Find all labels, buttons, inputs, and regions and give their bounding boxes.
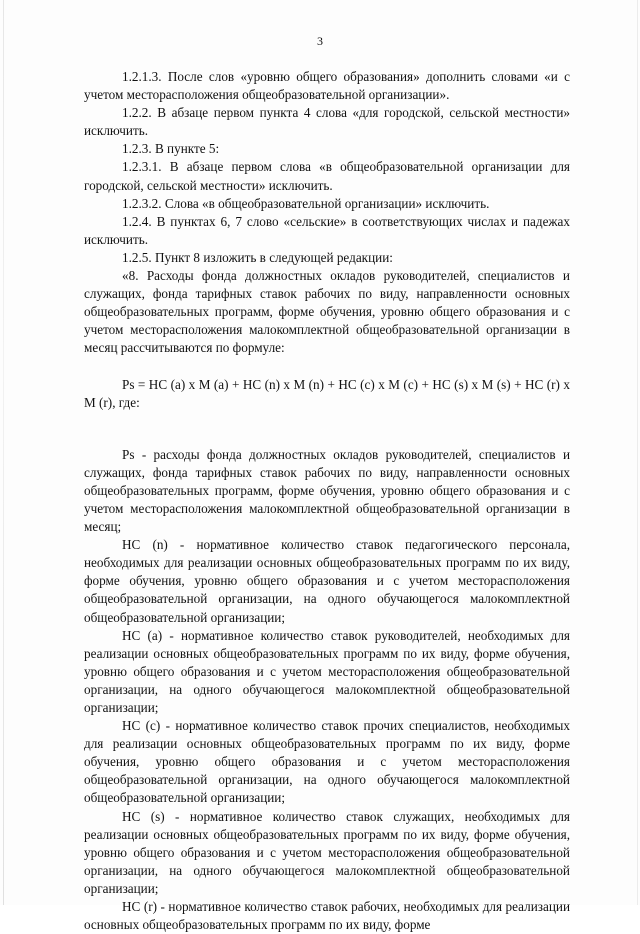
paragraph-1-2-3-1: 1.2.3.1. В абзаце первом слова «в общеобразовательной организации для городской, сельской местности» исключить. [84,159,570,193]
definition-nc-n: НС (n) - нормативное количество ставок педагогического персонала, необходимых для реализации основных общеобразовательных программ по их виду, форме обучения, уровню общего образования и с учетом месторасположения общеобразовательной организации, на одного обучающегося малокомплектной общеобразовательной организации; [84,537,570,625]
scan-edge-right [637,0,638,905]
paragraph-1-2-5: 1.2.5. Пункт 8 изложить в следующей редакции: [122,249,393,265]
paragraph-1-2-3-2: 1.2.3.2. Слова «в общеобразовательной организации» исключить. [122,195,490,211]
definition-nc-r: НС (r) - нормативное количество ставок рабочих, необходимых для реализации основных общеобразовательных программ по их виду, форме [84,899,570,933]
scan-edge-left [3,0,4,905]
definition-nc-s: НС (s) - нормативное количество ставок служащих, необходимых для реализации основных общеобразовательных программ по их виду, форме обучения, уровню общего образования и с учетом месторасположения общеобразовательной организации, на одного обучающегося малокомплектной общеобразовательной организации; [84,808,570,896]
paragraph-1-2-4: 1.2.4. В пунктах 6, 7 слово «сельские» в соответствующих числах и падежах исключить. [84,213,570,247]
definition-ps: Рs - расходы фонда должностных окладов руководителей, специалистов и служащих, фонда тарифных ставок рабочих по виду, направленности основных общеобразовательных программ, форме обучения, уровню общего образования и с учетом месторасположения малокомплектной общеобразовательной организации в месяц; [84,446,570,535]
document-body [84,68,570,934]
formula: Рs = НС (a) x М (a) + НС (n) x М (n) + НС (c) x М (c) + НС (s) x М (s) + НС (r) x М (r), где: [84,376,570,410]
paragraph-point-8: «8. Расходы фонда должностных окладов руководителей, специалистов и служащих, фонда тарифных ставок рабочих по виду, направленности основных общеобразовательных программ, форме обучения, уровню общего образования и с учетом месторасположения малокомплектной общеобразовательной организации в месяц рассчитываются по формуле: [84,268,570,356]
paragraph-1-2-3: 1.2.3. В пункте 5: [122,141,220,157]
paragraph-1-2-1-3: 1.2.1.3. После слов «уровню общего образования» дополнить словами «и с учетом месторасположения общеобразовательной организации». [84,69,570,103]
definition-nc-a: НС (a) - нормативное количество ставок руководителей, необходимых для реализации основных общеобразовательных программ по их виду, форме обучения, уровню общего образования и с учетом месторасположения общеобразовательной организации, на одного обучающегося малокомплектной общеобразовательной организации; [84,627,570,715]
definition-nc-c: НС (c) - нормативное количество ставок прочих специалистов, необходимых для реализации основных общеобразовательных программ по их виду, форме обучения, уровню общего образования и с учетом месторасположения общеобразовательной организации, на одного обучающегося малокомплектной общеобразовательной организации; [84,718,570,806]
paragraph-1-2-2: 1.2.2. В абзаце первом пункта 4 слова «для городской, сельской местности» исключить. [84,105,570,139]
page-number: 3 [317,34,323,48]
